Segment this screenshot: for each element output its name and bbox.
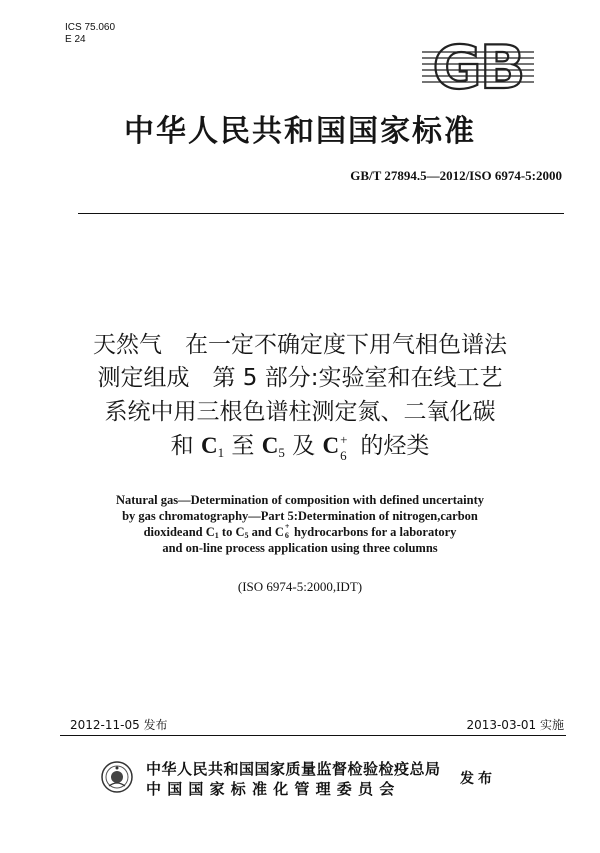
en-c6-plus-script	[284, 522, 291, 540]
footer-divider	[60, 735, 566, 736]
en-title-part-c: and C	[248, 525, 284, 539]
carbon-symbol-c1: C	[200, 433, 218, 458]
aqsiq-emblem-icon	[100, 760, 134, 794]
gb-logo-text: GB	[432, 38, 524, 94]
cn-title-and: 和	[170, 433, 201, 459]
subscript-5: 5	[278, 445, 285, 460]
en-title-part-d: hydrocarbons for a laboratory	[290, 525, 457, 539]
subscript-6: 6	[340, 448, 347, 463]
carbon-symbol-c6: C	[322, 433, 340, 458]
c6-plus-script	[339, 432, 353, 463]
emblem-graphic	[100, 760, 134, 794]
en-title-part-b: to C	[218, 525, 245, 539]
implementation-date: 2013-03-01 实施	[466, 718, 564, 732]
en-title-line-2: by gas chromatography—Part 5:Determination of nitrogen,carbon	[122, 509, 478, 523]
national-standard-title: 中华人民共和国国家标准	[124, 114, 476, 149]
en-subscript-1: 1	[214, 531, 219, 540]
standard-number: GB/T 27894.5—2012/ISO 6974-5:2000	[350, 168, 562, 183]
en-subscript-6: 6	[284, 531, 289, 540]
gb-logo	[418, 38, 538, 94]
cn-title-line-3: 系统中用三根色谱柱测定氮、二氧化碳	[104, 399, 496, 425]
cn-title-line-2: 测定组成 第 5 部分:实验室和在线工艺	[97, 365, 503, 391]
header-divider	[78, 213, 564, 214]
cn-title-to: 至	[224, 433, 262, 459]
carbon-symbol-c5: C	[261, 433, 279, 458]
en-title-line-4: and on-line process application using three columns	[162, 541, 438, 555]
gb-logo-graphic	[418, 38, 538, 94]
subscript-1: 1	[217, 445, 225, 460]
ics-code: ICS 75.060	[65, 22, 116, 33]
en-title-part-a: dioxideand C	[143, 525, 215, 539]
publisher-aqsiq: 中华人民共和国国家质量监督检验检疫总局	[146, 760, 441, 778]
publisher-sac: 中国国家标准化管理委员会	[146, 780, 401, 798]
en-subscript-5: 5	[244, 531, 249, 540]
issue-date: 2012-11-05 发布	[70, 718, 168, 732]
publish-label: 发布	[460, 771, 496, 787]
cn-title-hydrocarbons: 的烃类	[353, 433, 430, 459]
cn-title-line-1: 天然气 在一定不确定度下用气相色谱法	[93, 332, 507, 358]
cn-title-and-2: 及	[284, 433, 323, 459]
iso-equivalence: (ISO 6974-5:2000,IDT)	[237, 579, 363, 594]
superscript-plus: +	[340, 432, 348, 447]
cn-title-line-4	[0, 431, 600, 468]
en-superscript-plus: +	[284, 522, 290, 531]
ccs-code: E 24	[65, 34, 86, 45]
en-title-line-1: Natural gas—Determination of composition with defined uncertainty	[115, 493, 485, 507]
